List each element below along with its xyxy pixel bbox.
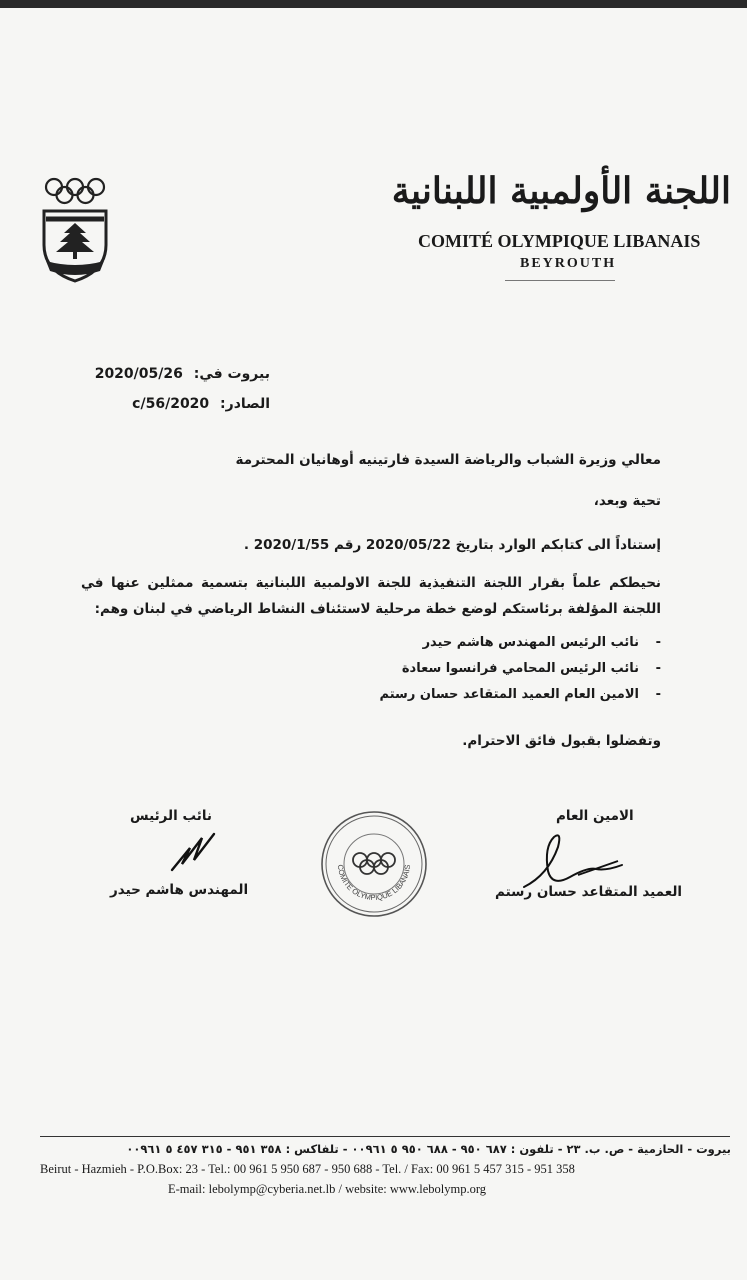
left-signatory-name: المهندس هاشم حيدر [110, 882, 249, 898]
body-paragraph: نحيطكم علماً بقرار اللجنة التنفيذية للجنة الاولمبية اللبنانية بتسمية ممثلين عنها في اللجنة المؤلفة برئاستكم لوضع خطة مرحلية لاستئناف النشاط الرياضي في لبنان وهم: [81, 575, 661, 617]
date-value: 2020/05/26 [94, 366, 183, 382]
date-line [90, 366, 270, 382]
footer-contact: E-mail: lebolymp@cyberia.net.lb / website: www.lebolymp.org [168, 1182, 487, 1196]
reference-line [90, 396, 270, 412]
list-item: - نائب الرئيس المحامي فرانسوا سعادة [380, 656, 661, 682]
addressee: معالي وزيرة الشباب والرياضة السيدة فارتينيه أوهانيان المحترمة [235, 452, 661, 468]
official-seal-icon [318, 808, 430, 920]
member-list [380, 630, 661, 708]
list-item: - نائب الرئيس المهندس هاشم حيدر [380, 630, 661, 656]
seal-text: COMITE OLYMPIQUE LIBANAIS [335, 864, 413, 903]
header-divider [505, 280, 615, 281]
footer-address-english: Beirut - Hazmieh - P.O.Box: 23 - Tel.: 00 961 5 950 687 - 950 688 - Tel. / Fax: 00 961 5 457 315 - 951 358 [40, 1162, 575, 1176]
reference-paragraph: إستناداً الى كتابكم الوارد بتاريخ 2020/05/22 رقم 2020/1/55 . [243, 537, 661, 553]
greeting: تحية وبعد، [593, 493, 661, 509]
org-name-french: COMITÉ OLYMPIQUE LIBANAIS [418, 231, 701, 251]
left-signatory-title: نائب الرئيس [130, 808, 212, 824]
footer-divider [40, 1136, 730, 1137]
olympic-cedar-emblem-icon [40, 175, 110, 285]
reference-value: 2020/c/56 [132, 396, 210, 412]
org-city: BEYROUTH [520, 256, 617, 271]
reference-label: الصادر: [220, 396, 270, 412]
footer-address-arabic: بيروت - الحازمية - ص. ب. ٢٣ - تلفون : ٦٨٧ ٩٥٠ - ٦٨٨ ٩٥٠ ٥ ٠٠٩٦١ - تلفاكس : ٣٥٨ ٩٥١ - ٣١٥ ٤٥٧ ٥ ٠٠٩٦١ [126, 1142, 731, 1156]
right-signatory-title: الامين العام [556, 808, 634, 824]
closing: وتفضلوا بقبول فائق الاحترام. [462, 733, 661, 749]
list-item: - الامين العام العميد المتقاعد حسان رستم [380, 682, 661, 708]
left-signature-icon [168, 830, 220, 874]
date-label: بيروت في: [193, 366, 270, 382]
top-bar [0, 0, 747, 8]
right-signatory-name: العميد المتقاعد حسان رستم [495, 884, 683, 900]
org-name-arabic: اللجنة الأولمبية اللبنانية [391, 170, 731, 212]
